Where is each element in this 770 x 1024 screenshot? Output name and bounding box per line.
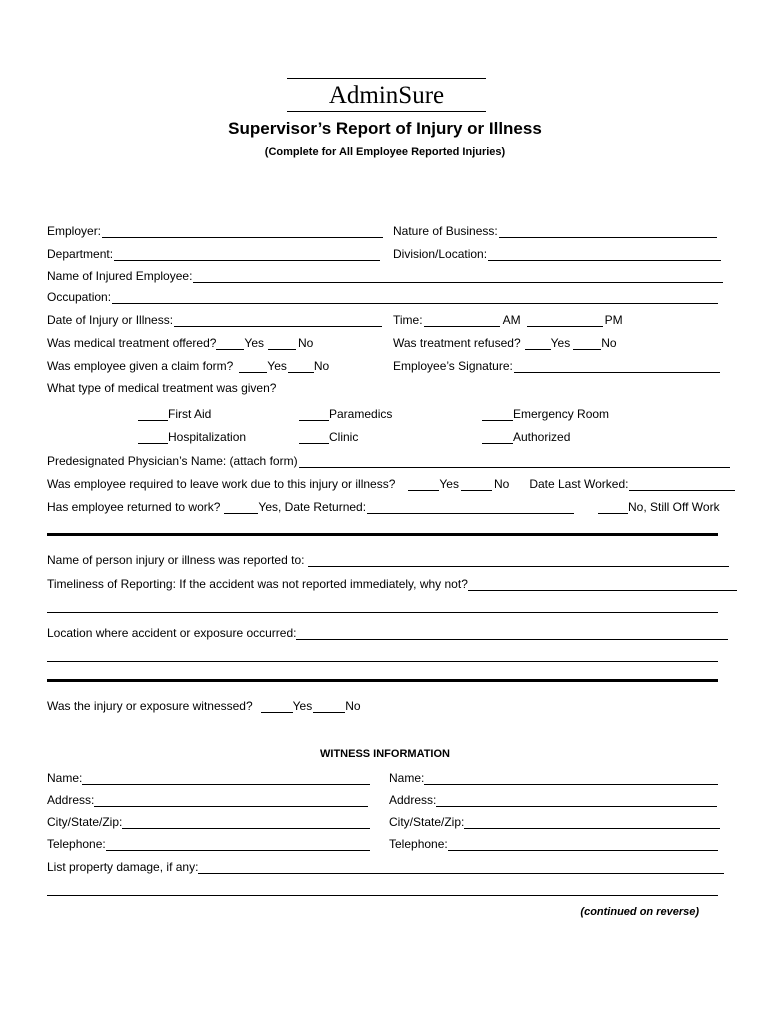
occupation-field[interactable]: [112, 290, 718, 304]
employee-signature-row: [393, 357, 720, 373]
still-off-work-label: No, Still Off Work: [628, 500, 720, 514]
location-extra-line[interactable]: [47, 661, 718, 662]
time-pm-field[interactable]: [527, 313, 603, 327]
witnessed-no-field[interactable]: [313, 699, 345, 713]
employer-label: Employer:: [47, 224, 102, 238]
department-field[interactable]: [114, 247, 380, 261]
yes-label: Yes: [267, 359, 287, 373]
witness1-address-row: [47, 791, 368, 807]
logo-top-rule: [287, 78, 486, 79]
witness2-address-row: [389, 791, 717, 807]
no-label: No: [298, 336, 314, 350]
claim-form-row: [47, 357, 329, 373]
yes-label: Yes: [550, 336, 571, 350]
claim-form-label: Was employee given a claim form?: [47, 359, 234, 373]
still-off-work-row: [598, 498, 720, 514]
occupation-row: [47, 288, 718, 304]
treatment-type-label: What type of medical treatment was given?: [47, 381, 277, 395]
witness2-name-label: Name:: [389, 771, 425, 785]
department-label: Department:: [47, 247, 114, 261]
am-label: AM: [502, 313, 521, 327]
location-row: [47, 624, 728, 640]
continued-note: (continued on reverse): [580, 906, 699, 918]
reported-to-field[interactable]: [308, 553, 729, 567]
emergency-room-label: Emergency Room: [513, 407, 610, 421]
location-field[interactable]: [296, 626, 728, 640]
treatment-offered-row: [47, 334, 313, 350]
witness-heading: WITNESS INFORMATION: [320, 748, 450, 760]
witness2-address-label: Address:: [389, 793, 437, 807]
location-label: Location where accident or exposure occurred:: [47, 626, 297, 640]
witness2-city-label: City/State/Zip:: [389, 815, 465, 829]
yes-label: Yes: [292, 699, 313, 713]
date-of-injury-field[interactable]: [174, 313, 382, 327]
time-am-field[interactable]: [424, 313, 500, 327]
division-field[interactable]: [488, 247, 721, 261]
department-row: [47, 245, 380, 261]
employer-row: [47, 222, 383, 238]
date-last-worked-field[interactable]: [629, 477, 735, 491]
returned-yes-field[interactable]: [224, 500, 258, 514]
first-aid-checkbox[interactable]: [138, 407, 168, 421]
property-damage-field[interactable]: [198, 860, 724, 874]
division-row: [393, 245, 721, 261]
no-label: No: [313, 359, 330, 373]
yes-label: Yes: [439, 477, 459, 491]
witness2-city-field[interactable]: [464, 815, 720, 829]
paramedics-label: Paramedics: [329, 407, 393, 421]
reported-to-row: [47, 551, 729, 567]
timeliness-field[interactable]: [468, 577, 737, 591]
physician-row: [47, 452, 730, 468]
witness1-telephone-field[interactable]: [106, 837, 370, 851]
witnessed-row: [47, 697, 361, 713]
claim-form-yes-field[interactable]: [239, 359, 267, 373]
timeliness-label: Timeliness of Reporting: If the accident was not reported immediately, why not?: [47, 577, 468, 591]
physician-field[interactable]: [299, 454, 730, 468]
property-damage-label: List property damage, if any:: [47, 860, 199, 874]
treatment-refused-no-field[interactable]: [573, 336, 601, 350]
leave-work-no-field[interactable]: [461, 477, 492, 491]
witness2-city-row: [389, 813, 720, 829]
pm-label: PM: [604, 313, 623, 327]
paramedics-checkbox[interactable]: [299, 407, 329, 421]
returned-to-work-label: Has employee returned to work?: [47, 500, 221, 514]
employee-signature-field[interactable]: [514, 359, 720, 373]
company-logo: AdminSure: [328, 82, 445, 109]
leave-work-row: [47, 475, 735, 491]
leave-work-label: Was employee required to leave work due to this injury or illness?: [47, 477, 396, 491]
injured-employee-field[interactable]: [193, 269, 723, 283]
witness2-telephone-row: [389, 835, 718, 851]
section-divider: [47, 679, 718, 682]
treatment-refused-label: Was treatment refused?: [393, 336, 521, 350]
witness1-city-row: [47, 813, 370, 829]
property-damage-row: [47, 858, 724, 874]
reported-to-label: Name of person injury or illness was reported to:: [47, 553, 305, 567]
timeliness-extra-line[interactable]: [47, 612, 718, 613]
employee-signature-label: Employee’s Signature:: [393, 359, 513, 373]
witness1-telephone-row: [47, 835, 370, 851]
treatment-offered-yes-field[interactable]: [216, 336, 244, 350]
form-title: Supervisor’s Report of Injury or Illness: [228, 119, 542, 138]
yes-label: Yes: [244, 336, 264, 350]
option-authorized[interactable]: [482, 428, 570, 444]
treatment-offered-no-field[interactable]: [268, 336, 296, 350]
date-last-worked-label: Date Last Worked:: [529, 477, 629, 491]
first-aid-label: First Aid: [168, 407, 212, 421]
logo-bottom-rule: [287, 111, 486, 112]
authorized-label: Authorized: [513, 430, 571, 444]
witness1-address-field[interactable]: [94, 793, 368, 807]
treatment-refused-yes-field[interactable]: [525, 336, 551, 350]
option-first-aid[interactable]: [138, 405, 211, 421]
employer-field[interactable]: [102, 224, 383, 238]
clinic-label: Clinic: [329, 430, 359, 444]
option-emergency-room[interactable]: [482, 405, 609, 421]
no-label: No: [601, 336, 617, 350]
property-damage-extra-line[interactable]: [47, 895, 718, 896]
yes-date-returned-label: Yes, Date Returned:: [258, 500, 367, 514]
timeliness-row: [47, 575, 737, 591]
option-clinic[interactable]: [299, 428, 358, 444]
date-of-injury-label: Date of Injury or Illness:: [47, 313, 174, 327]
witnessed-yes-field[interactable]: [261, 699, 293, 713]
witness1-name-label: Name:: [47, 771, 83, 785]
still-off-work-field[interactable]: [598, 500, 628, 514]
witness1-telephone-label: Telephone:: [47, 837, 106, 851]
nature-of-business-row: [393, 222, 717, 238]
witness1-city-field[interactable]: [122, 815, 370, 829]
witness2-telephone-field[interactable]: [448, 837, 718, 851]
witness1-name-field[interactable]: [82, 771, 370, 785]
option-hospitalization[interactable]: [138, 428, 246, 444]
witness2-name-field[interactable]: [424, 771, 718, 785]
clinic-checkbox[interactable]: [299, 430, 329, 444]
witness1-address-label: Address:: [47, 793, 95, 807]
witness2-name-row: [389, 769, 718, 785]
section-divider: [47, 533, 718, 536]
hospitalization-label: Hospitalization: [168, 430, 247, 444]
leave-work-yes-field[interactable]: [408, 477, 439, 491]
witness2-address-field[interactable]: [436, 793, 717, 807]
division-label: Division/Location:: [393, 247, 488, 261]
no-label: No: [493, 477, 510, 491]
time-row: [393, 311, 623, 327]
returned-to-work-row: [47, 498, 574, 514]
injured-employee-row: [47, 267, 723, 283]
witness1-city-label: City/State/Zip:: [47, 815, 123, 829]
form-subtitle: (Complete for All Employee Reported Injuries): [264, 146, 506, 158]
authorized-checkbox[interactable]: [482, 430, 513, 444]
date-of-injury-row: [47, 311, 382, 327]
occupation-label: Occupation:: [47, 290, 112, 304]
witnessed-label: Was the injury or exposure witnessed?: [47, 699, 253, 713]
emergency-room-checkbox[interactable]: [482, 407, 513, 421]
physician-label: Predesignated Physician’s Name: (attach form): [47, 454, 298, 468]
treatment-refused-row: [393, 334, 617, 350]
treatment-offered-label: Was medical treatment offered?: [47, 336, 217, 350]
option-paramedics[interactable]: [299, 405, 392, 421]
claim-form-no-field[interactable]: [288, 359, 314, 373]
time-label: Time:: [393, 313, 423, 327]
date-returned-field[interactable]: [367, 500, 574, 514]
no-label: No: [345, 699, 361, 713]
injured-employee-label: Name of Injured Employee:: [47, 269, 193, 283]
witness1-name-row: [47, 769, 370, 785]
hospitalization-checkbox[interactable]: [138, 430, 168, 444]
nature-of-business-field[interactable]: [499, 224, 717, 238]
nature-of-business-label: Nature of Business:: [393, 224, 498, 238]
witness2-telephone-label: Telephone:: [389, 837, 448, 851]
